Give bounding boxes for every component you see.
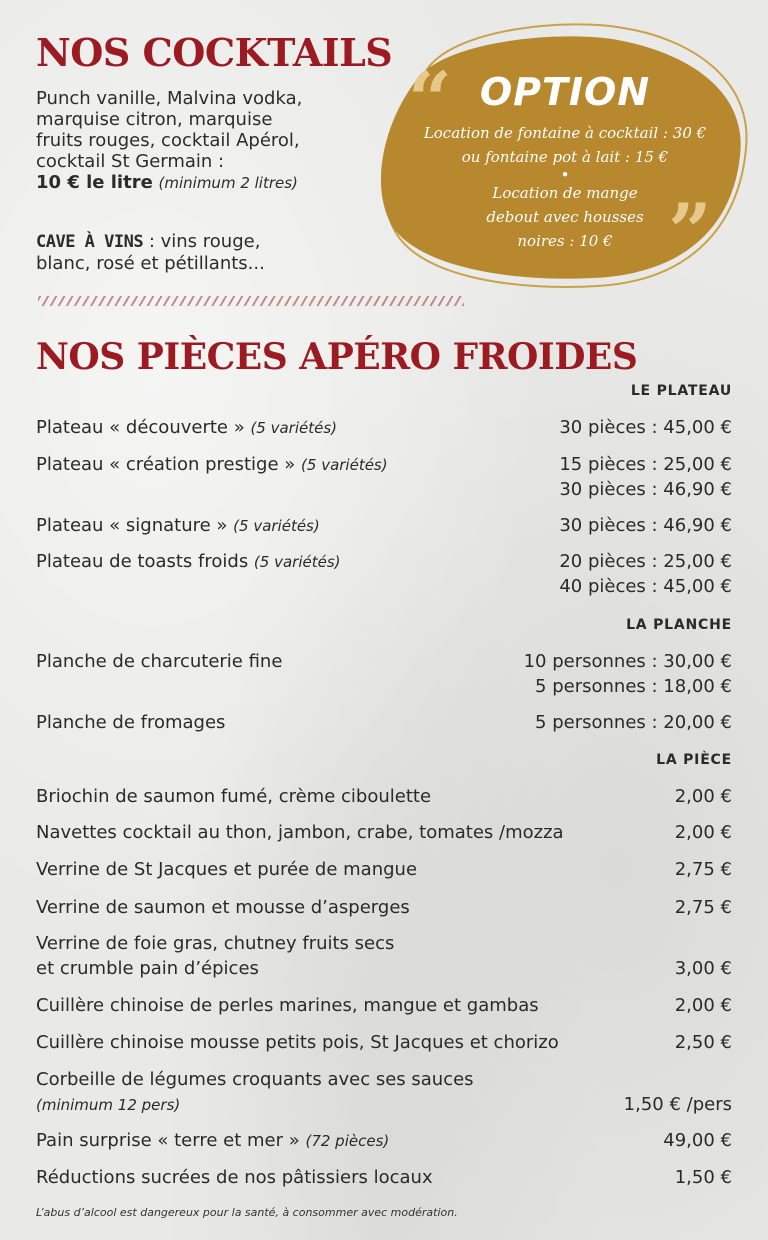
plateau-item — [36, 415, 337, 441]
piece-item-line2: et crumble pain d’épices — [36, 958, 259, 979]
cocktails-price: 10 € le litre — [36, 172, 153, 193]
cave-a-vins — [36, 231, 376, 274]
option-title: OPTION — [479, 70, 651, 114]
piece-item: Cuillère chinoise mousse petits pois, St Jacques et chorizo — [36, 1032, 559, 1053]
section-planche: LA PLANCHE — [626, 617, 732, 633]
piece-item: Verrine de foie gras, chutney fruits secs — [36, 933, 395, 954]
plateau-price: 20 pièces : 25,00 € — [559, 551, 732, 572]
pieces-title: NOS PIÈCES APÉRO FROIDES — [36, 336, 638, 378]
item-name: Plateau « découverte » — [36, 417, 251, 438]
option-line-3: Location de mange — [492, 184, 638, 202]
planche-price: 5 personnes : 18,00 € — [535, 676, 732, 697]
plateau-price: 40 pièces : 45,00 € — [559, 576, 732, 597]
plateau-price: 30 pièces : 46,90 € — [559, 515, 732, 536]
cocktails-desc-line: cocktail St Germain : — [36, 151, 225, 172]
piece-item: Verrine de St Jacques et purée de mangue — [36, 859, 418, 880]
piece-item: Briochin de saumon fumé, crème ciboulette — [36, 786, 432, 807]
option-line-1: Location de fontaine à cocktail : 30 € — [423, 124, 707, 142]
option-bullet: • — [560, 166, 570, 184]
cave-text-1: : vins rouge, — [143, 231, 261, 252]
planche-item: Planche de fromages — [36, 712, 226, 733]
cocktails-description — [36, 88, 376, 194]
item-name: Plateau de toasts froids — [36, 551, 254, 572]
plateau-item — [36, 513, 320, 539]
cave-text-2: blanc, rosé et pétillants... — [36, 253, 265, 274]
cave-label: CAVE À VINS — [36, 232, 144, 252]
item-note: (5 variétés) — [233, 517, 320, 535]
plateau-price: 30 pièces : 45,00 € — [559, 417, 732, 438]
item-note: (minimum 12 pers) — [36, 1096, 181, 1114]
section-piece: LA PIÈCE — [656, 752, 732, 768]
section-divider — [38, 296, 464, 306]
piece-item-note — [36, 1092, 180, 1118]
item-note: (72 pièces) — [305, 1132, 390, 1150]
planche-item: Planche de charcuterie fine — [36, 651, 283, 672]
piece-price: 2,50 € — [674, 1032, 732, 1053]
item-name: Plateau « signature » — [36, 515, 234, 536]
piece-item — [36, 1128, 389, 1154]
plateau-price: 30 pièces : 46,90 € — [559, 479, 732, 500]
item-note: (5 variétés) — [301, 456, 388, 474]
item-name: Plateau « création prestige » — [36, 454, 302, 475]
planche-price: 10 personnes : 30,00 € — [523, 651, 732, 672]
piece-item: Cuillère chinoise de perles marines, mangue et gambas — [36, 995, 539, 1016]
piece-item: Corbeille de légumes croquants avec ses sauces — [36, 1069, 474, 1090]
cocktails-desc-line: marquise citron, marquise — [36, 109, 273, 130]
piece-item: Réductions sucrées de nos pâtissiers locaux — [36, 1167, 433, 1188]
piece-price: 2,00 € — [674, 822, 732, 843]
footer-disclaimer: L’abus d’alcool est dangereux pour la santé, à consommer avec modération. — [36, 1206, 458, 1219]
cocktails-price-line — [36, 172, 376, 194]
piece-price: 2,00 € — [674, 786, 732, 807]
plateau-item — [36, 452, 388, 478]
item-name: Pain surprise « terre et mer » — [36, 1130, 306, 1151]
piece-price: 2,75 € — [674, 897, 732, 918]
piece-item: Navettes cocktail au thon, jambon, crabe, tomates /mozza — [36, 822, 564, 843]
piece-price: 2,00 € — [674, 995, 732, 1016]
piece-price: 2,75 € — [674, 859, 732, 880]
option-line-4: debout avec housses — [486, 208, 644, 226]
planche-price: 5 personnes : 20,00 € — [535, 712, 732, 733]
cocktails-price-note: (minimum 2 litres) — [158, 174, 298, 192]
cocktails-title: NOS COCKTAILS — [36, 30, 393, 75]
item-note: (5 variétés) — [253, 553, 341, 571]
cocktails-desc-line: Punch vanille, Malvina vodka, — [36, 88, 303, 109]
cocktails-desc-line: fruits rouges, cocktail Apérol, — [36, 130, 300, 151]
section-plateau: LE PLATEAU — [630, 383, 732, 399]
piece-price: 49,00 € — [663, 1130, 732, 1151]
option-line-5: noires : 10 € — [517, 232, 613, 250]
option-line-2: ou fontaine pot à lait : 15 € — [461, 148, 669, 166]
piece-item: Verrine de saumon et mousse d’asperges — [36, 897, 410, 918]
piece-price: 1,50 € /pers — [623, 1094, 732, 1115]
item-note: (5 variétés) — [250, 419, 338, 437]
open-quote-icon: “ — [408, 55, 452, 144]
piece-price: 1,50 € — [674, 1167, 732, 1188]
option-details — [380, 121, 750, 253]
plateau-price: 15 pièces : 25,00 € — [559, 454, 732, 475]
piece-price: 3,00 € — [674, 958, 732, 979]
close-quote-icon: ” — [668, 187, 712, 276]
plateau-item — [36, 549, 341, 575]
